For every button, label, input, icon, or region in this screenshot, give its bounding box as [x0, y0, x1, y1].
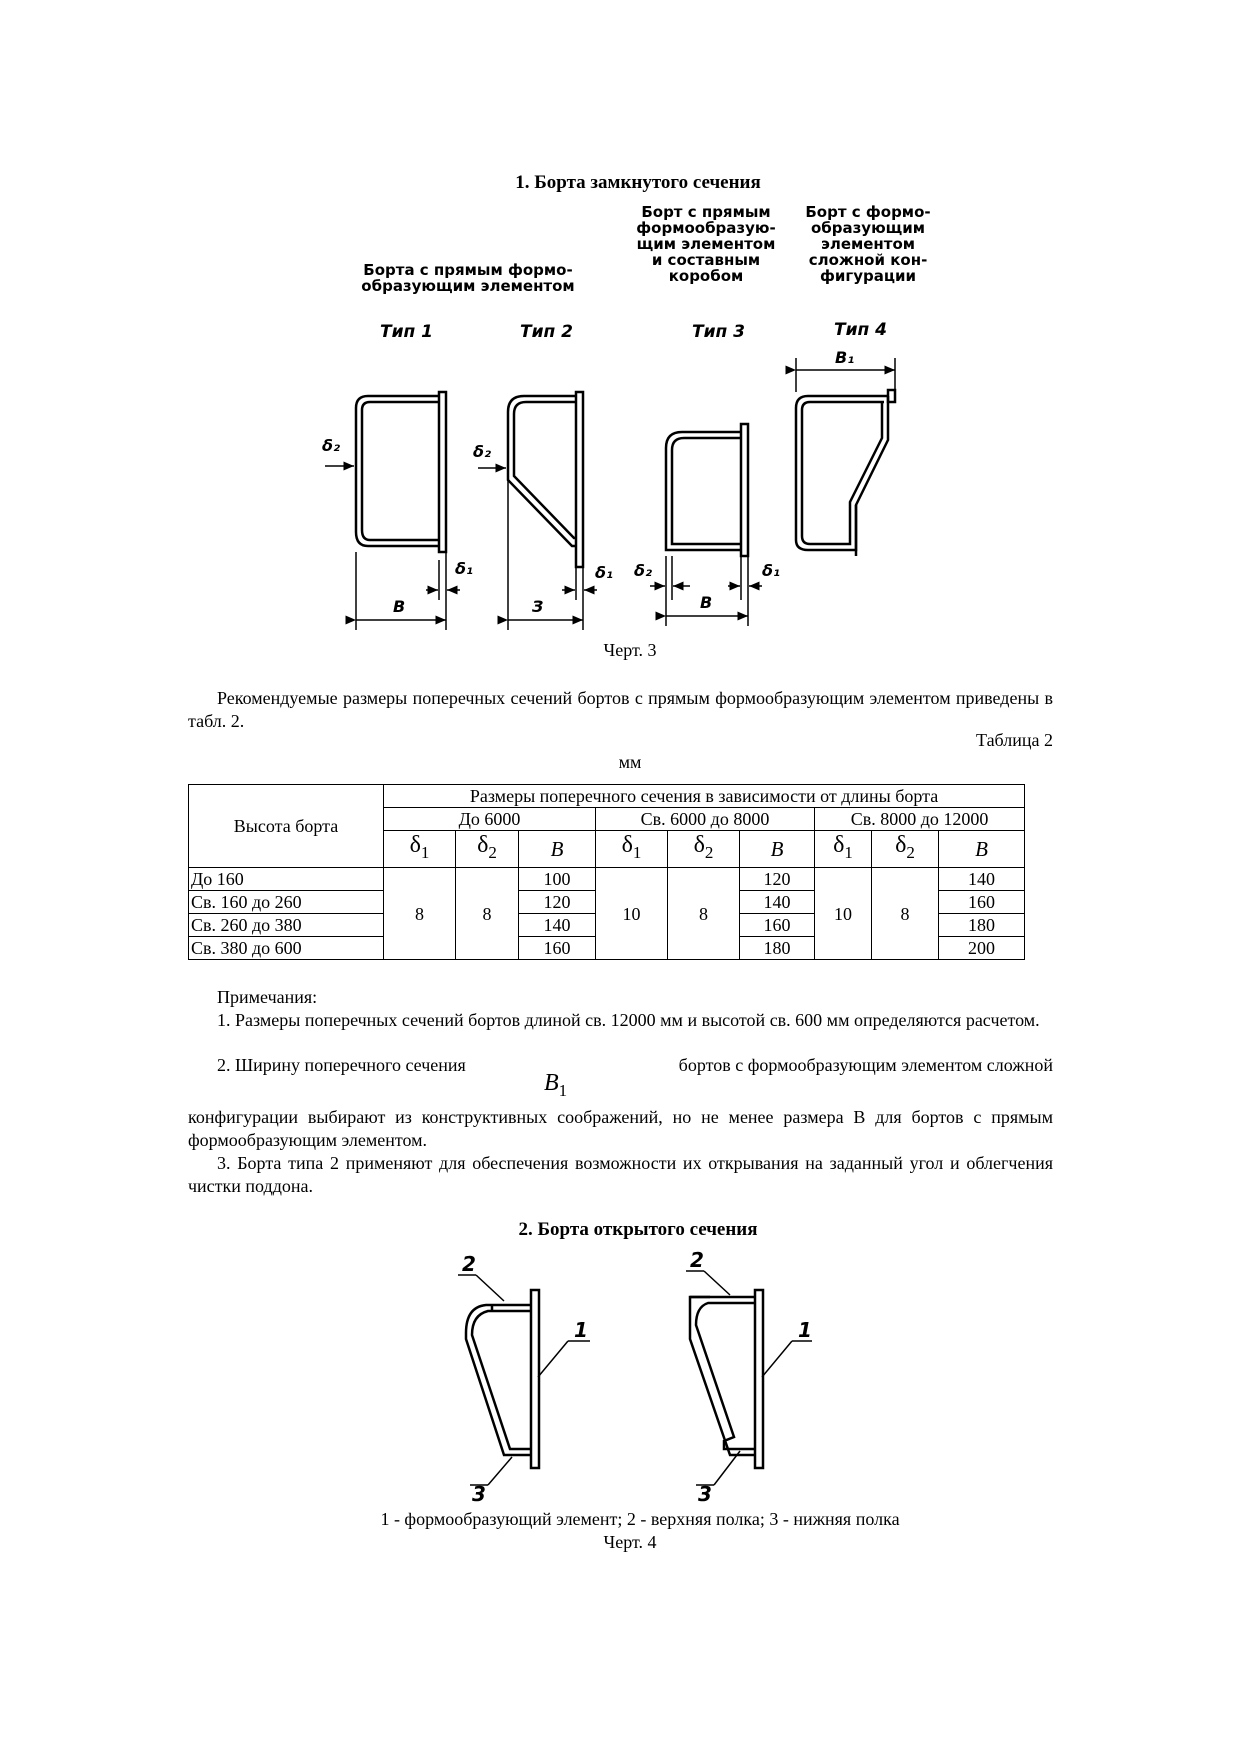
cell-b: 180: [939, 914, 1025, 937]
callout-1-right: 1: [798, 1318, 812, 1342]
section2-title: 2. Борта открытого сечения: [518, 1219, 758, 1240]
t1-d2-label: δ₂: [322, 436, 340, 455]
cell-b: 160: [519, 937, 596, 960]
row-height: Св. 260 до 380: [189, 914, 384, 937]
t1-d1-label: δ₁: [455, 559, 473, 578]
open-section-left-drawing: [458, 1275, 590, 1485]
figure-4-legend: 1 - формообразующий элемент; 2 - верхняя полка; 3 - нижняя полка: [380, 1509, 900, 1529]
cell-d1: 8: [384, 868, 456, 960]
t2-d1-label: δ₁: [595, 563, 613, 582]
cell-d2: 8: [668, 868, 740, 960]
callout-2-right: 2: [690, 1248, 704, 1272]
cell-b: 160: [740, 914, 815, 937]
cell-b: 100: [519, 868, 596, 891]
cell-b: 120: [519, 891, 596, 914]
cell-d1: 10: [815, 868, 872, 960]
header-d1: $\delta_1$: [384, 831, 456, 868]
note-1: 1. Размеры поперечных сечений бортов длиной св. 12000 мм и высотой св. 600 мм определяются расчетом.: [217, 1010, 1040, 1030]
header-height: Высота борта: [189, 785, 384, 868]
header-range-3: Св. 8000 до 12000: [815, 808, 1025, 831]
type-4-drawing: [796, 358, 895, 556]
intro-paragraph: Рекомендуемые размеры поперечных сечений бортов с прямым формообразующим элементом приведены в табл. 2.: [188, 688, 1053, 731]
type-1-label: Тип 1: [380, 322, 434, 342]
dimensions-table: [188, 784, 1025, 960]
note-2-symbol: $B_1$: [544, 1070, 568, 1100]
cell-b: 120: [740, 868, 815, 891]
row-height: Св. 380 до 600: [189, 937, 384, 960]
figure-4-caption: Черт. 4: [603, 1532, 657, 1552]
header-d2: $\delta_2$: [668, 831, 740, 868]
label-group-b: Борт с прямым формообразую- щим элементом и составным коробом: [636, 203, 776, 285]
t2-d2-label: δ₂: [473, 442, 491, 461]
header-b: B: [939, 831, 1025, 868]
t4-b1-label: B₁: [835, 348, 855, 367]
t2-e-label: З: [532, 597, 544, 616]
callout-3-left: 3: [472, 1482, 486, 1505]
cell-b: 200: [939, 937, 1025, 960]
drawing-open-sections: [0, 1245, 1240, 1505]
cell-b: 180: [740, 937, 815, 960]
table-name: Таблица 2: [976, 730, 1053, 750]
t3-d2-label: δ₂: [634, 561, 652, 580]
cell-b: 140: [519, 914, 596, 937]
header-b: B: [519, 831, 596, 868]
drawing-closed-sections: [0, 0, 1240, 680]
note-3: 3. Борта типа 2 применяют для обеспечения возможности их открывания на заданный угол и облегчения чистки поддона.: [188, 1153, 1053, 1196]
row-height: До 160: [189, 868, 384, 891]
header-d2: $\delta_2$: [456, 831, 519, 868]
label-group-a: Борта с прямым формо- образующим элементом: [361, 261, 575, 295]
header-range-1: До 6000: [384, 808, 596, 831]
type-2-drawing: [478, 392, 597, 630]
table-row: [189, 868, 1025, 891]
cell-d2: 8: [456, 868, 519, 960]
cell-d2: 8: [872, 868, 939, 960]
t1-b-label: B: [393, 597, 406, 616]
type-4-label: Тип 4: [834, 320, 888, 340]
figure-3-caption: Черт. 3: [603, 640, 657, 660]
cell-d1: 10: [596, 868, 668, 960]
header-b: B: [740, 831, 815, 868]
section1-title: 1. Борта замкнутого сечения: [515, 172, 761, 193]
note-2-part-c: конфигурации выбирают из конструктивных соображений, но не менее размера В для бортов с прямым формообразующим элементом.: [188, 1107, 1053, 1150]
cell-b: 160: [939, 891, 1025, 914]
cell-b: 140: [740, 891, 815, 914]
cell-b: 140: [939, 868, 1025, 891]
callout-3-right: 3: [698, 1482, 712, 1505]
type-2-label: Тип 2: [520, 322, 574, 342]
header-group: Размеры поперечного сечения в зависимости от длины борта: [384, 785, 1025, 808]
callout-1-left: 1: [574, 1318, 588, 1342]
table-unit: мм: [618, 752, 642, 772]
header-range-2: Св. 6000 до 8000: [596, 808, 815, 831]
header-d2: $\delta_2$: [872, 831, 939, 868]
header-d1: $\delta_1$: [815, 831, 872, 868]
header-d1: $\delta_1$: [596, 831, 668, 868]
row-height: Св. 160 до 260: [189, 891, 384, 914]
note-2-part-a: 2. Ширину поперечного сечения: [217, 1055, 466, 1075]
t3-d1-label: δ₁: [762, 561, 780, 580]
note-2-part-b: бортов с формообразующим элементом сложной: [678, 1055, 1053, 1075]
label-group-c: Борт с формо- образующим элементом сложной кон- фигурации: [805, 203, 931, 285]
type-1-drawing: [325, 392, 460, 630]
callout-2-left: 2: [462, 1252, 476, 1276]
type-3-label: Тип 3: [692, 322, 746, 342]
notes-title: Примечания:: [217, 987, 318, 1007]
open-section-right-drawing: [686, 1271, 812, 1485]
t3-b-label: B: [700, 593, 713, 612]
